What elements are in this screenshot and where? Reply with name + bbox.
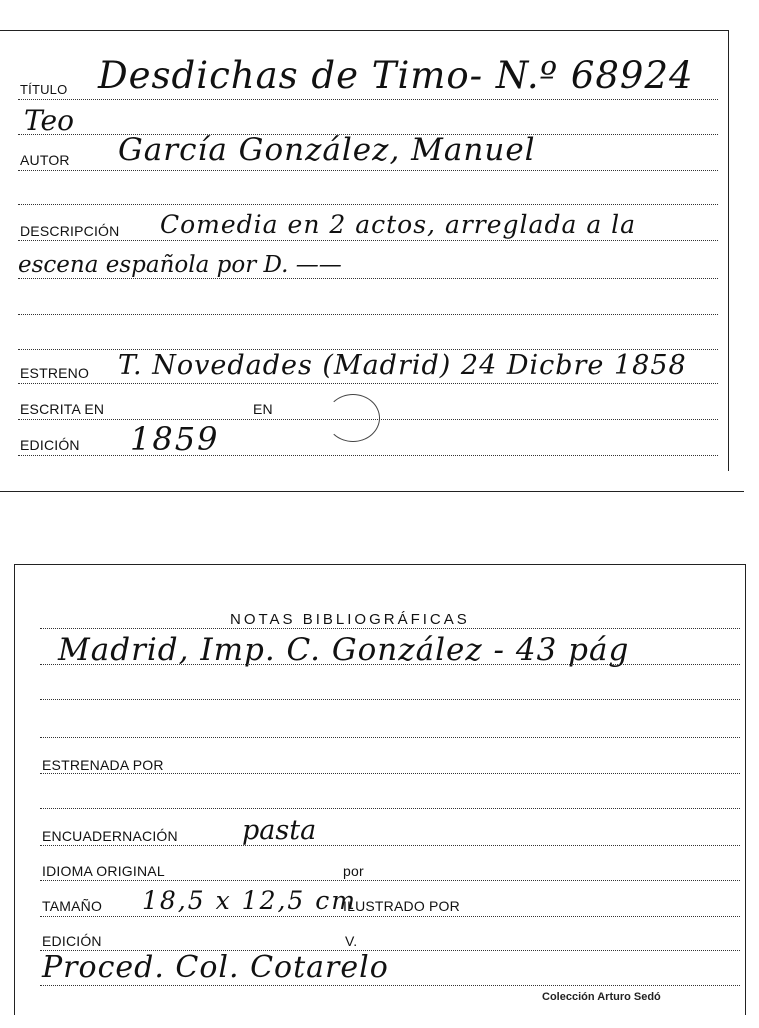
rule-notas-heading — [40, 628, 740, 629]
tamano-value: 18,5 x 12,5 cm — [142, 886, 357, 915]
v-label: V. — [345, 933, 358, 949]
notas-value: Madrid, Imp. C. González - 43 pág — [58, 632, 630, 668]
rule-estreno — [18, 383, 718, 384]
rule-notas-3 — [40, 737, 740, 738]
edicion-label-bottom: EDICIÓN — [42, 933, 102, 949]
encuadernacion-label: ENCUADERNACIÓN — [42, 828, 178, 844]
proced-value: Proced. Col. Cotarelo — [42, 950, 389, 985]
tamano-label: TAMAÑO — [42, 898, 103, 914]
rule-notas-1 — [40, 664, 740, 665]
estreno-label: ESTRENO — [20, 365, 90, 381]
card-separator-line — [0, 491, 744, 492]
rule-idioma — [40, 880, 740, 881]
autor-label: AUTOR — [20, 152, 70, 168]
rule-estrenada — [40, 773, 740, 774]
estreno-value: T. Novedades (Madrid) 24 Dicbre 1858 — [118, 350, 687, 381]
collection-footer: Colección Arturo Sedó — [542, 991, 661, 1003]
edicion-label-top: EDICIÓN — [20, 437, 80, 453]
rule-autor — [18, 170, 718, 171]
rule-titulo — [18, 99, 718, 100]
encuadernacion-value: pasta — [242, 815, 317, 846]
descripcion-label: DESCRIPCIÓN — [20, 223, 120, 239]
notas-heading: NOTAS BIBLIOGRÁFICAS — [230, 611, 470, 628]
punch-hole-mark — [326, 394, 380, 442]
rule-tamano — [40, 916, 740, 917]
autor-value: García González, Manuel — [118, 132, 536, 168]
rule-proced — [40, 985, 740, 986]
por-label: por — [343, 863, 364, 879]
rule-blank-4 — [40, 808, 740, 809]
descripcion-value-cont: escena española por D. —— — [18, 252, 342, 278]
titulo-value-cont: Teo — [24, 104, 74, 137]
edicion-value-top: 1859 — [130, 420, 220, 458]
idioma-original-label: IDIOMA ORIGINAL — [42, 863, 165, 879]
titulo-value: Desdichas de Timo- N.º 68924 — [98, 54, 694, 97]
rule-encuadernacion — [40, 845, 740, 846]
rule-edicion — [18, 455, 718, 456]
escrita-en-label: ESCRITA EN — [20, 401, 105, 417]
rule-blank-2 — [18, 314, 718, 315]
descripcion-value: Comedia en 2 actos, arreglada a la — [160, 210, 637, 239]
estrenada-por-label: ESTRENADA POR — [42, 757, 164, 773]
titulo-label: TÍTULO — [20, 82, 68, 97]
rule-notas-2 — [40, 699, 740, 700]
en-label: EN — [253, 401, 273, 417]
rule-blank-1 — [18, 204, 718, 205]
rule-descripcion — [18, 240, 718, 241]
rule-descripcion-cont — [18, 278, 718, 279]
ilustrado-por-label: ILUSTRADO POR — [343, 898, 460, 914]
